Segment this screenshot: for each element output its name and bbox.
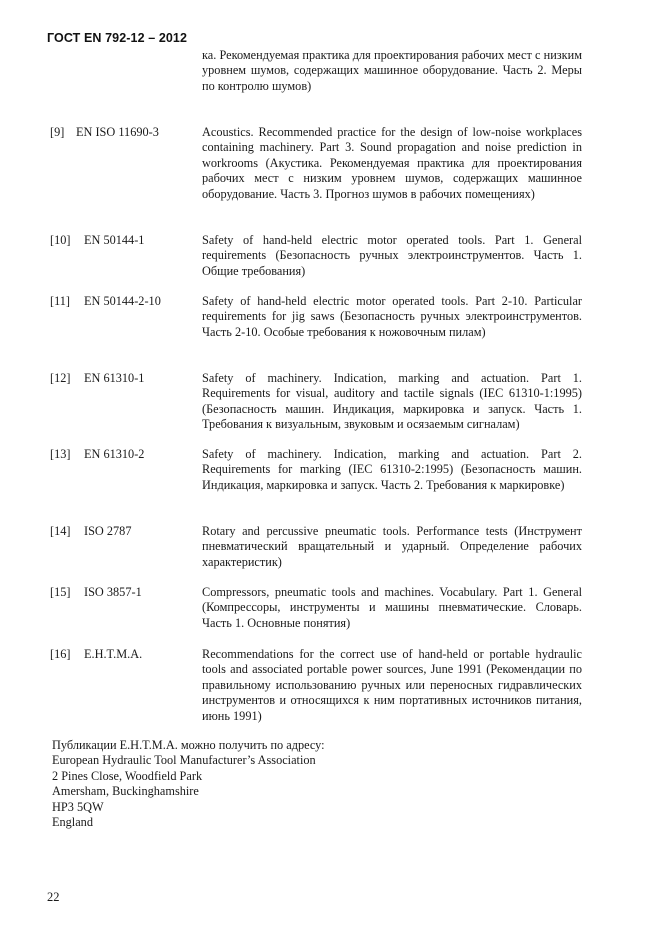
address-street: 2 Pines Close, Woodfield Park	[52, 768, 203, 783]
reference-code: E.H.T.M.A.	[84, 647, 143, 661]
reference-code: ISO 3857-1	[84, 585, 142, 599]
reference-entry-15	[50, 585, 582, 631]
reference-entry-10	[50, 233, 582, 279]
publication-address	[52, 738, 325, 830]
address-city: Amersham, Buckinghamshire	[52, 784, 199, 799]
reference-entry-12	[50, 371, 582, 433]
reference-number: [14]	[50, 524, 71, 538]
reference-number: [10]	[50, 233, 71, 247]
reference-number: [12]	[50, 371, 71, 385]
address-organization: European Hydraulic Tool Manufacturer’s Association	[52, 753, 316, 768]
reference-number: [9]	[50, 125, 65, 139]
reference-description: Safety of machinery. Indication, marking and actuation. Part 2. Requirements for marking (IEC 61310-2:1995) (Безопасность машин. Индикация, маркировка и запуск. Часть 2. Требования к маркировке)	[202, 447, 582, 492]
reference-entry-14	[50, 524, 582, 570]
reference-description: Acoustics. Recommended practice for the design of low-noise workplaces containing machinery. Part 3. Sound propagation and noise prediction in workrooms (Акустика. Рекомендуемая практика для проектирования рабочих мест с низким уровнем шумов, содержащих машинное оборудование. Часть 3. Прогноз шумов в рабочих помещениях)	[202, 125, 582, 201]
reference-code: ISO 2787	[84, 524, 132, 538]
reference-continuation: ка. Рекомендуемая практика для проектирования рабочих мест с низким уровнем шумов, содержащих машинное оборудование. Часть 2. Меры по контролю шумов)	[202, 48, 582, 93]
reference-description: Compressors, pneumatic tools and machines. Vocabulary. Part 1. General (Компрессоры, инструменты и машины пневматические. Словарь. Часть 1. Основные понятия)	[202, 585, 582, 630]
reference-code: EN 50144-1	[84, 233, 145, 247]
reference-description: Safety of hand-held electric motor operated tools. Part 1. General requirements (Безопасность ручных электроинструментов. Часть 1. Общие требования)	[202, 233, 582, 278]
address-intro: Публикации E.H.T.M.A. можно получить по адресу:	[52, 738, 325, 752]
reference-code: EN 61310-2	[84, 447, 145, 461]
reference-number: [13]	[50, 447, 71, 461]
reference-entry-11	[50, 294, 582, 340]
reference-description: Recommendations for the correct use of hand-held or portable hydraulic tools and associated portable power sources, June 1991 (Рекомендации по правильному использованию ручных или переносных гидравлических инструментов и относящихся к ним портативных источников питания, июнь 1991)	[202, 647, 582, 723]
reference-description: Safety of hand-held electric motor operated tools. Part 2-10. Particular requirements for jig saws (Безопасность ручных электроинструментов. Часть 2-10. Особые требования к ножовочным пилам)	[202, 294, 582, 339]
address-country: England	[52, 815, 93, 830]
standard-header: ГОСТ EN 792-12 – 2012	[47, 31, 188, 45]
reference-number: [16]	[50, 647, 71, 661]
reference-description: Safety of machinery. Indication, marking and actuation. Part 1. Requirements for visual, auditory and tactile signals (IEC 61310-1:1995) (Безопасность машин. Индикация, маркировка и запуск. Часть 1. Требования к визуальным, звуковым и осязаемым сигналам)	[202, 371, 582, 432]
reference-code: EN ISO 11690-3	[76, 125, 159, 139]
reference-number: [15]	[50, 585, 71, 599]
reference-description: Rotary and percussive pneumatic tools. Performance tests (Инструмент пневматический вращательный и ударный. Определение рабочих характеристик)	[202, 524, 582, 569]
page-number: 22	[47, 890, 60, 904]
reference-entry-9	[50, 125, 582, 202]
reference-code: EN 50144-2-10	[84, 294, 161, 308]
address-postcode: HP3 5QW	[52, 799, 104, 814]
reference-code: EN 61310-1	[84, 371, 145, 385]
reference-number: [11]	[50, 294, 71, 308]
reference-entry-13	[50, 447, 582, 493]
reference-entry-16	[50, 647, 582, 724]
